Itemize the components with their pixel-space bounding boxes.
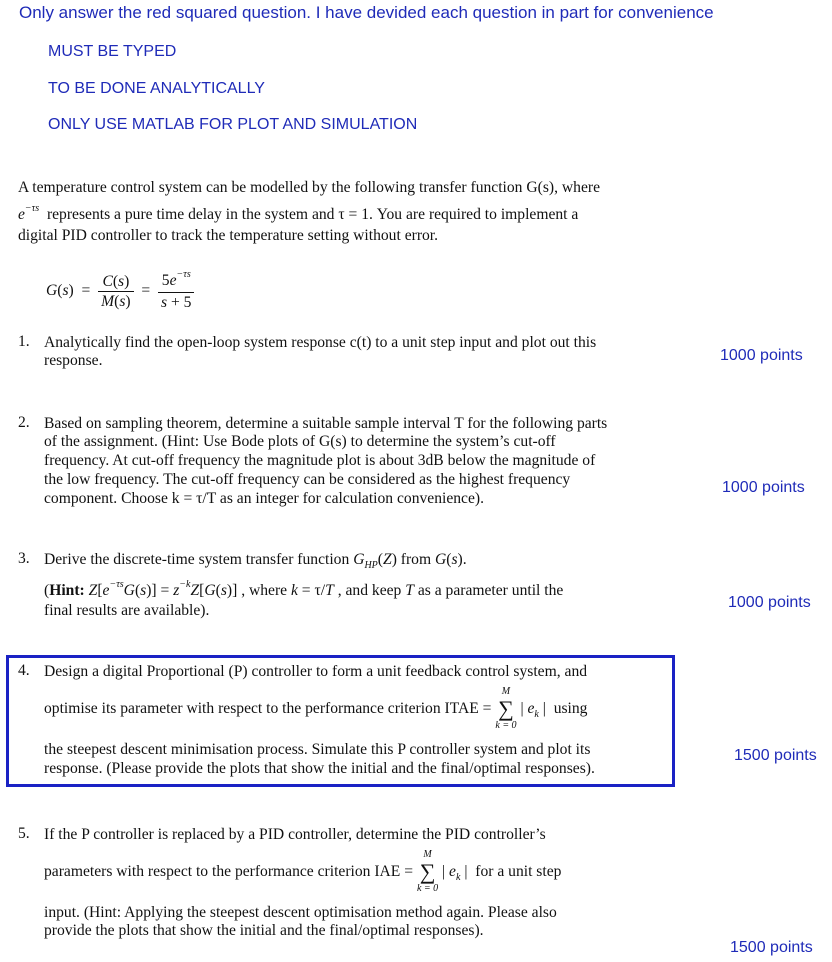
question-5-points: 1500 points xyxy=(730,939,813,956)
question-1-number: 1. xyxy=(18,333,30,350)
question-1-line-1: Analytically find the open-loop system response c(t) to a unit step input and plot out this xyxy=(44,334,597,351)
question-2-line-3: frequency. At cut-off frequency the magnitude plot is about 3dB below the magnitude of xyxy=(44,452,596,469)
question-4-line-3: the steepest descent minimisation process. Simulate this P controller system and plot its xyxy=(44,741,591,758)
question-4-number: 4. xyxy=(18,662,30,679)
question-5-line-2: parameters with respect to the performance criterion IAE = M ∑ k = 0 | $e_k$ | for a unit step xyxy=(44,849,562,895)
question-4-line-2: optimise its parameter with respect to the performance criterion ITAE = M ∑ k = 0 | $e_k$ | using xyxy=(44,686,588,732)
question-3-hint: (Hint: $Z[e^{-\tau s}G(s)] = z^{-k}Z[G(s)]$ , where k = τ/T , and keep T as a parameter until the xyxy=(44,579,564,599)
requirement-matlab: ONLY USE MATLAB FOR PLOT AND SIMULATION xyxy=(48,116,418,133)
question-5-line-1: If the P controller is replaced by a PID controller, determine the PID controller’s xyxy=(44,826,546,843)
question-2-line-5: component. Choose k = τ/T as an integer for calculation convenience). xyxy=(44,490,484,507)
question-2-number: 2. xyxy=(18,414,30,431)
instruction-note: Only answer the red squared question. I have devided each question in part for convenience xyxy=(19,3,714,22)
question-3-points: 1000 points xyxy=(728,594,811,611)
question-2-line-1: Based on sampling theorem, determine a suitable sample interval T for the following parts xyxy=(44,415,608,432)
question-5-line-4: provide the plots that show the initial and the final/optimal responses). xyxy=(44,922,484,939)
intro-line-1: A temperature control system can be modelled by the following transfer function G(s), where xyxy=(18,179,600,196)
requirement-analytical: TO BE DONE ANALYTICALLY xyxy=(48,80,265,97)
question-2-line-2: of the assignment. (Hint: Use Bode plots of G(s) to determine the system’s cut-off xyxy=(44,433,556,450)
question-4-line-1: Design a digital Proportional (P) controller to form a unit feedback control system, and xyxy=(44,663,588,680)
question-5-line-3: input. (Hint: Applying the steepest descent optimisation method again. Please also xyxy=(44,904,557,921)
question-3-number: 3. xyxy=(18,550,30,567)
question-5-number: 5. xyxy=(18,825,30,842)
question-1-points: 1000 points xyxy=(720,347,803,364)
question-2-points: 1000 points xyxy=(722,479,805,496)
question-4-line-4: response. (Please provide the plots that show the initial and the final/optimal responses). xyxy=(44,760,595,777)
question-3-line-3: final results are available). xyxy=(44,602,210,619)
question-1-line-2: response. xyxy=(44,352,103,369)
transfer-function-equation: G(s) = $\frac{C(s)}{M(s)}$ = $\frac{5e^{-\tau s}}{s + 5}$ xyxy=(46,271,194,312)
requirement-typed: MUST BE TYPED xyxy=(48,43,177,60)
question-4-points: 1500 points xyxy=(734,747,817,764)
question-3-line-1: Derive the discrete-time system transfer function $G_{HP}(Z)$ from G(s). xyxy=(44,551,467,571)
question-2-line-4: the low frequency. The cut-off frequency can be considered as the highest frequency xyxy=(44,471,571,488)
intro-line-2: $e^{-\tau s}$ represents a pure time delay in the system and τ = 1. You are required to implement a xyxy=(18,203,579,223)
intro-line-3: digital PID controller to track the temperature setting without error. xyxy=(18,227,439,244)
